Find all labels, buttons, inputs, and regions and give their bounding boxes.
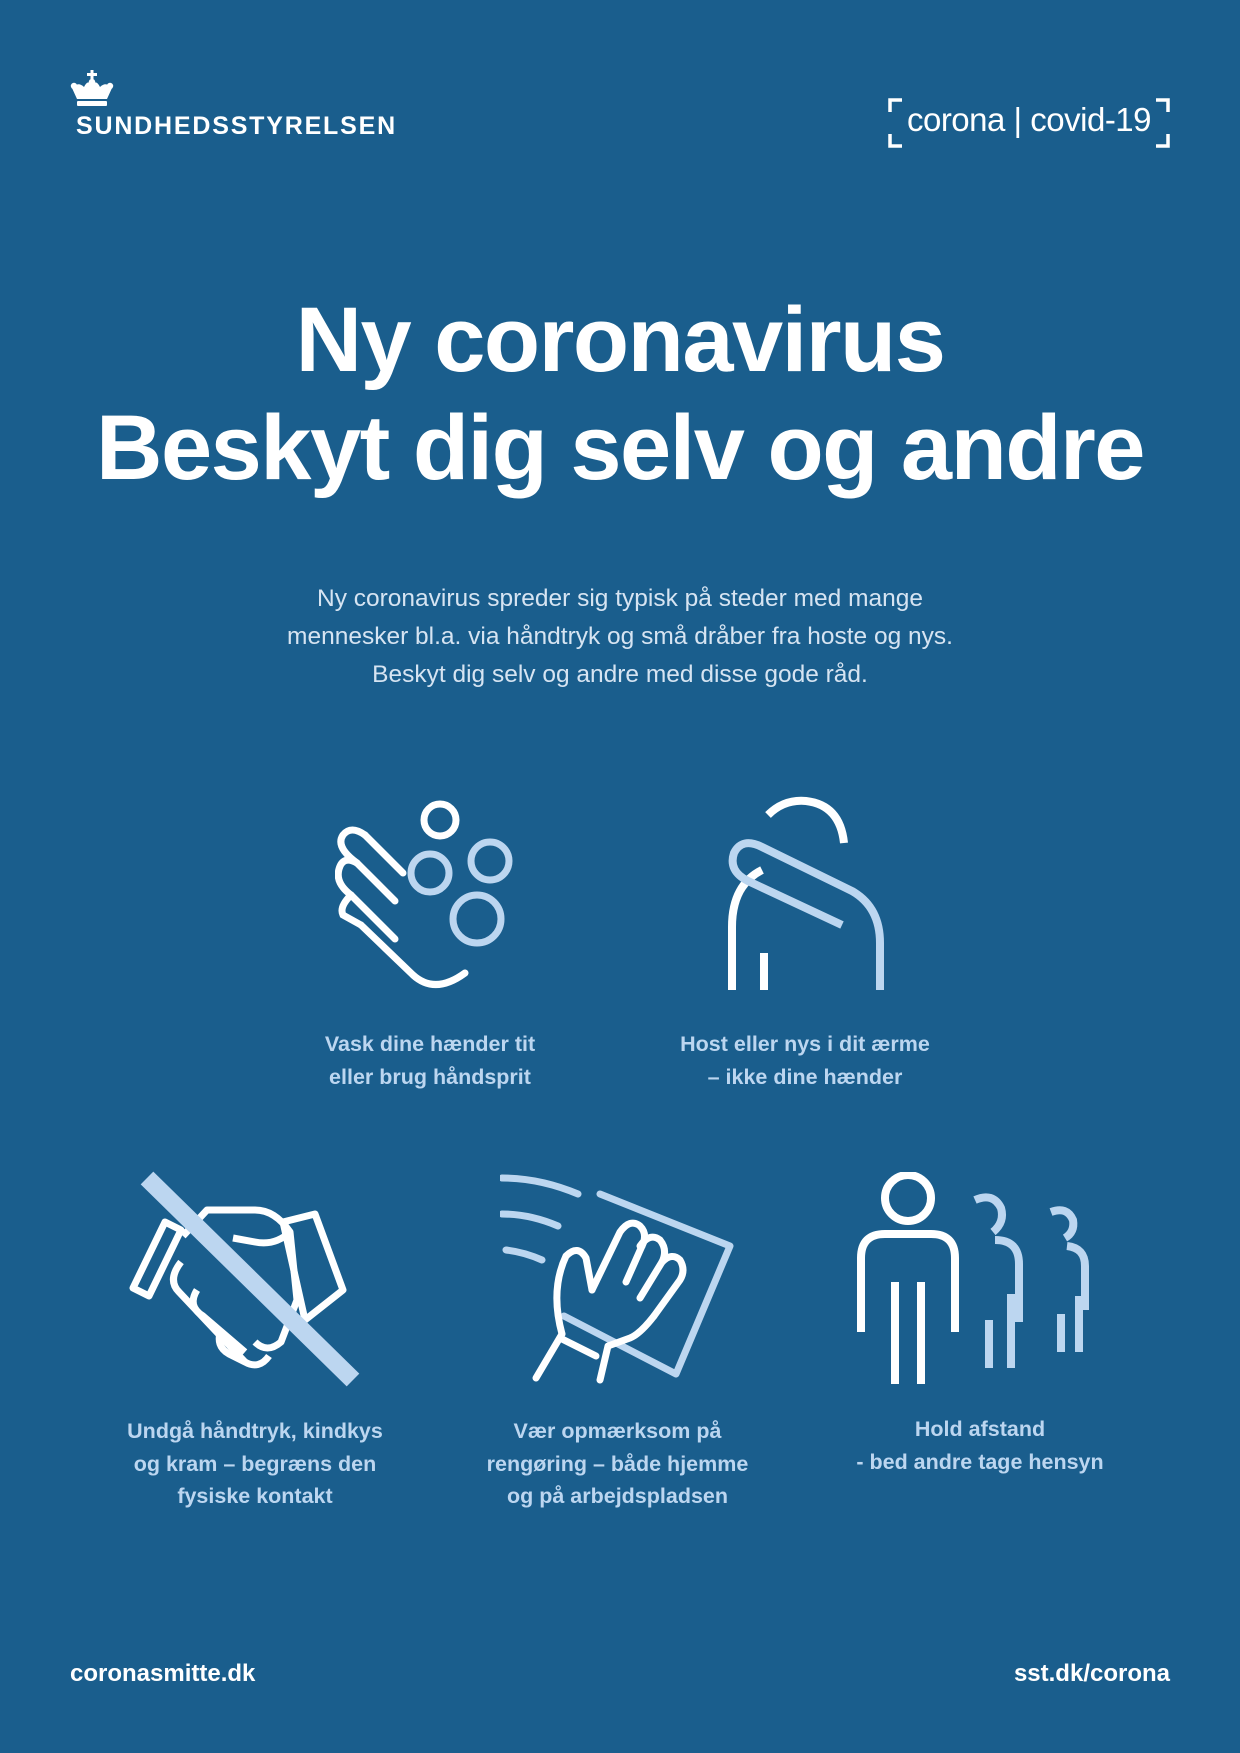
footer-link-sst[interactable]: sst.dk/corona [1013, 1660, 1170, 1687]
advice-caption-handshake [85, 1415, 425, 1513]
intro-line: mennesker bl.a. via håndtryk og små dråber fra hoste og nys. [287, 623, 953, 650]
logo-text: SUNDHEDSSTYRELSEN [76, 112, 397, 140]
advice-caption-distance [810, 1413, 1150, 1478]
no-handshake-icon [125, 1170, 385, 1390]
advice-caption-sneeze [625, 1028, 985, 1093]
campaign-label: corona | covid-19 [906, 101, 1152, 138]
caption-line: eller brug håndsprit [329, 1064, 531, 1089]
caption-line: Vær opmærksom på [513, 1419, 722, 1443]
caption-line: og på arbejdspladsen [506, 1484, 729, 1508]
caption-line: fysiske kontakt [177, 1484, 333, 1508]
caption-line: Hold afstand [914, 1417, 1046, 1441]
caption-line: – ikke dine hænder [707, 1064, 903, 1089]
intro-paragraph [170, 580, 1070, 694]
caption-line: rengøring – både hjemme [486, 1451, 749, 1476]
sneeze-elbow-icon [722, 795, 892, 995]
handwash-icon [335, 795, 525, 1005]
intro-line: Ny coronavirus spreder sig typisk på steder med mange [317, 585, 923, 612]
caption-line: Undgå håndtryk, kindkys [127, 1419, 383, 1443]
caption-line: Vask dine hænder tit [324, 1032, 536, 1056]
caption-line: - bed andre tage hensyn [856, 1449, 1104, 1474]
campaign-mark [888, 98, 1170, 148]
advice-caption-cleaning [445, 1415, 790, 1513]
distance-icon [855, 1172, 1105, 1384]
cleaning-icon [500, 1170, 740, 1385]
crown-icon [70, 70, 114, 108]
sundhedsstyrelsen-logo [70, 70, 397, 140]
page-title-line-1: Ny coronavirus [295, 289, 945, 391]
caption-line: og kram – begræns den [133, 1451, 377, 1476]
intro-line: Beskyt dig selv og andre med disse gode råd. [372, 661, 868, 688]
page-title-line-2: Beskyt dig selv og andre [96, 397, 1144, 499]
footer-link-coronasmitte[interactable]: coronasmitte.dk [70, 1660, 256, 1687]
caption-line: Host eller nys i dit ærme [680, 1032, 930, 1056]
advice-caption-handwash [260, 1028, 600, 1093]
